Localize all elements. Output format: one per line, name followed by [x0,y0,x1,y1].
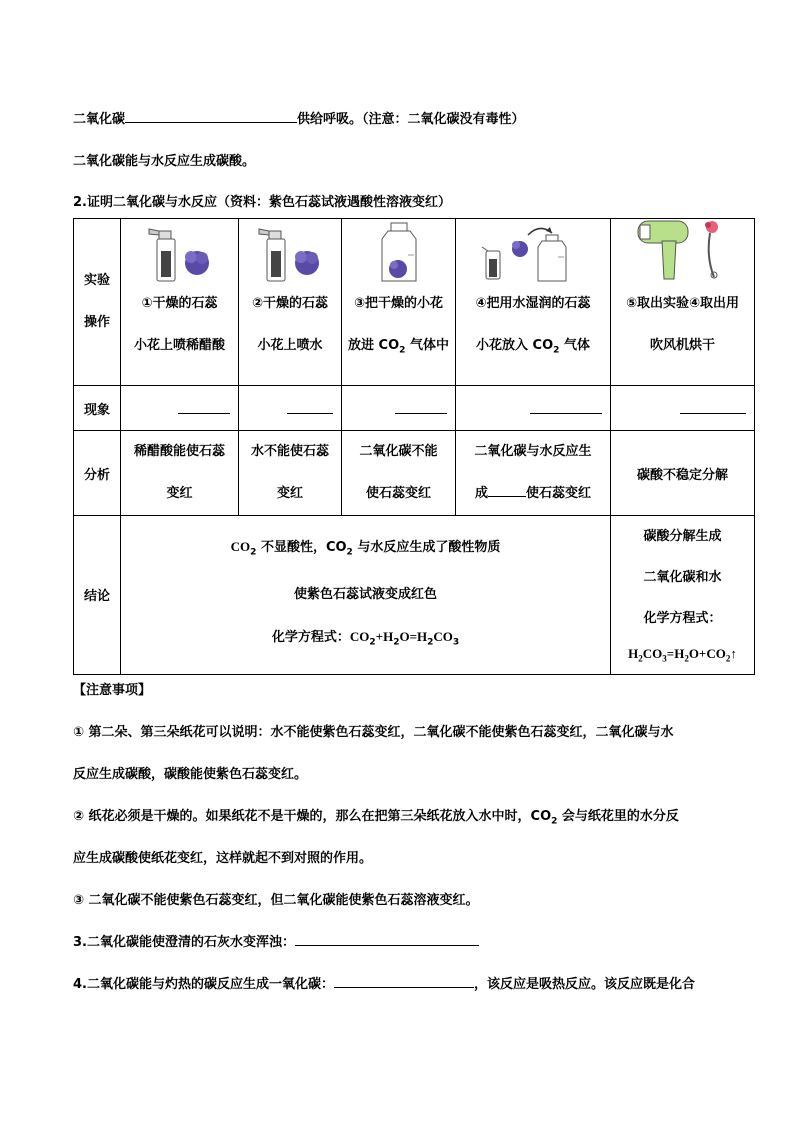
operation-text: 小花上喷稀醋酸 [133,338,225,353]
text-part: 与水反应生成了酸性物质 [352,540,501,556]
operation-text: ②干燥的石蕊 [251,296,328,311]
operation-cell [239,219,342,386]
operation-text: 吹风机烘干 [649,338,715,353]
formula: CO [433,628,453,644]
label-text: 操作 [83,315,110,330]
analysis-text: 使石蕊变红 [365,486,431,501]
operation-cell [121,219,239,386]
analysis-cell [456,431,611,516]
answer-blank[interactable] [125,110,297,123]
operation-text: ⑤取出实验④取出用 [625,296,739,311]
operation-cell [342,219,456,386]
formula: +H [375,628,394,644]
phenomenon-cell [611,386,755,431]
text-part: ② 纸花必须是干燥的。如果纸花不是干燥的，那么在把第三朵纸花放入水中时，CO [73,809,552,824]
analysis-text [456,473,610,515]
jar-with-flower-icon [342,219,455,283]
conclusion-main-cell [121,516,611,675]
phenomenon-cell [239,386,342,431]
spray-bottle-flower-icon [239,219,341,283]
formula: O+CO [688,646,726,661]
answer-blank[interactable] [680,399,746,414]
spray-into-jar-icon [456,219,610,283]
conclusion-text: 使紫色石蕊试液变成红色 [293,586,437,602]
analysis-cell [239,431,342,516]
conclusion-text: 化学方程式： [643,611,722,626]
operation-text: ①干燥的石蕊 [141,296,218,311]
text-part: 成 [474,486,488,501]
formula: O=H [399,628,428,644]
analysis-text: 变红 [276,486,303,501]
formula: CO [642,646,663,661]
hair-dryer-flower-icon [611,219,754,283]
analysis-cell: 碳酸不稳定分解 [611,431,755,516]
row-label-analysis: 分析 [74,431,121,516]
formula: CO [349,628,370,644]
intro-text: 二氧化碳 [73,112,126,127]
text-part: 4.二氧化碳能与灼热的碳反应生成一氧化碳： [73,977,334,992]
conclusion-side-cell [611,516,755,675]
answer-blank[interactable] [488,482,526,497]
operation-cell [456,219,611,386]
note-1-line-1: ① 第二朵、第三朵纸花可以说明：水不能使紫色石蕊变红，二氧化碳不能使紫色石蕊变红，二氧化碳与水 [73,725,674,740]
question-3 [73,922,723,964]
phenomenon-cell [121,386,239,431]
formula: ↑ [730,646,737,661]
analysis-text: 二氧化碳与水反应生 [474,444,592,459]
chemical-equation: $H_2CO_3=H_2O+CO_2↑$ [628,646,737,664]
conclusion-text: $CO_2$ 不显酸性，$CO_2$ 与水反应生成了酸性物质 [230,539,501,558]
analysis-text: 二氧化碳不能 [359,444,438,459]
row-label-operation [74,219,121,386]
row-label-phenomenon: 现象 [74,386,121,431]
note-3: ③ 二氧化碳不能使紫色石蕊变红，但二氧化碳能使紫色石蕊溶液变红。 [73,893,479,908]
operation-row [74,219,755,386]
operation-text: ③把干燥的小花 [353,296,443,311]
note-2-line-1: ② 纸花必须是干燥的。如果纸花不是干燥的，那么在把第三朵纸花放入水中时，$CO_2$ 会与纸花里的水分反 [73,809,679,827]
text-part: 使石蕊变红 [526,486,592,501]
operation-text [456,325,610,372]
text-part: 放进 CO [348,338,400,353]
analysis-text: 稀醋酸能使石蕊 [133,444,225,459]
answer-blank[interactable] [334,975,474,988]
notes-heading: 【注意事项】 [73,683,152,698]
phenomenon-cell [342,386,456,431]
phenomenon-cell [456,386,611,431]
text-part: 不显酸性，CO [256,540,347,556]
row-label-conclusion: 结论 [74,516,121,675]
operation-text: ④把用水湿润的石蕊 [475,296,591,311]
phenomenon-row [74,386,755,431]
conclusion-row [74,516,755,675]
text-part: 化学方程式： [271,629,350,645]
formula: H [628,646,639,661]
note-1-line-2: 反应生成碳酸，碳酸能使紫色石蕊变红。 [73,767,308,782]
operation-text [342,325,455,372]
answer-blank[interactable] [178,399,230,414]
spray-bottle-flower-icon [121,219,238,283]
formula: CO [230,539,251,555]
note-2-line-2: 应生成碳酸使纸花变红，这样就起不到对照的作用。 [73,851,373,866]
answer-blank[interactable] [530,399,602,414]
label-text: 实验 [83,273,110,288]
intro-line-2: 二氧化碳能与水反应生成碳酸。 [73,154,256,169]
subscript: 2 [553,345,560,356]
experiment-table [73,218,755,675]
operation-cell [611,219,755,386]
question-4 [73,964,753,1006]
text-part: 气体 [559,338,590,353]
text-part: ，该反应是吸热反应。该反应既是化合 [473,977,695,992]
analysis-text: 变红 [166,486,193,501]
formula: =H [666,646,685,661]
section-heading: 2.证明二氧化碳与水反应（资料：紫色石蕊试液遇酸性溶液变红） [73,195,451,210]
text-part: 小花放入 CO [476,338,554,353]
text-part: 气体中 [405,338,449,353]
text-part: 会与纸花里的水分反 [557,809,679,824]
subscript: 2 [399,345,406,356]
answer-blank[interactable] [295,933,479,946]
analysis-cell [121,431,239,516]
answer-blank[interactable] [395,399,447,414]
intro-text: 供给呼吸。（注意：二氧化碳没有毒性） [297,112,525,127]
conclusion-text: 二氧化碳和水 [643,570,722,585]
analysis-cell [342,431,456,516]
analysis-row [74,431,755,516]
answer-blank[interactable] [287,399,333,414]
analysis-text: 水不能使石蕊 [250,444,329,459]
chemical-equation: 化学方程式：$CO_2+H_2O=H_2CO_3$ [271,628,460,648]
conclusion-text: 碳酸分解生成 [643,529,722,544]
intro-line-1 [73,108,525,127]
operation-text: 小花上喷水 [257,338,323,353]
text-part: 3.二氧化碳能使澄清的石灰水变浑浊： [73,935,295,950]
